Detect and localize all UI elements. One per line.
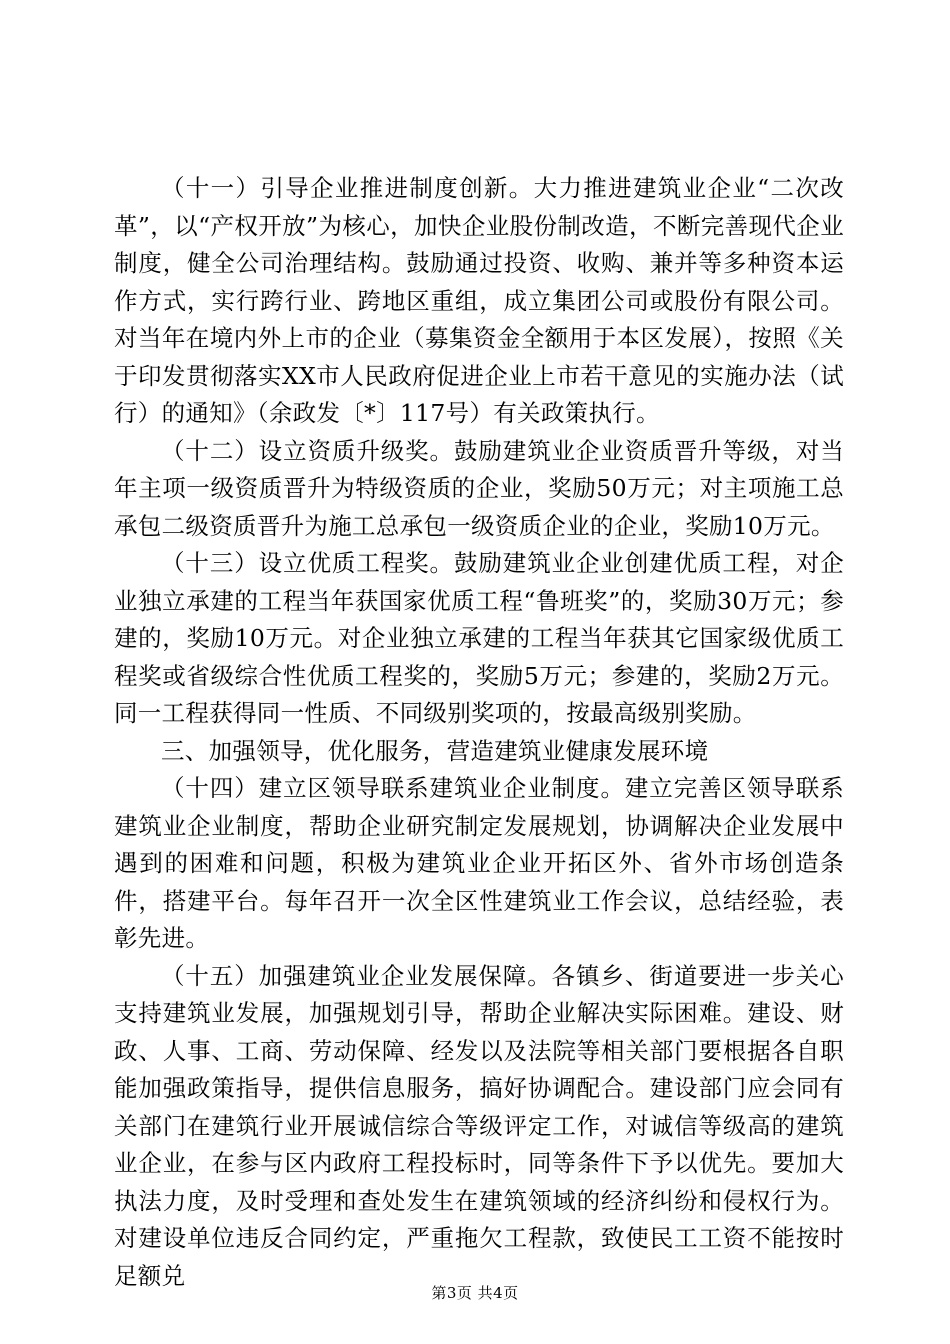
paragraph-section-12: （十二）设立资质升级奖。鼓励建筑业企业资质晋升等级，对当年主项一级资质晋升为特级资质的企业，奖励50万元；对主项施工总承包二级资质晋升为施工总承包一级资质企业的企业，奖励10万元。 [114,436,844,540]
section-heading-3: 三、加强领导，优化服务，营造建筑业健康发展环境 [161,736,709,765]
paragraph-section-15: （十五）加强建筑业企业发展保障。各镇乡、街道要进一步关心支持建筑业发展，加强规划引导，帮助企业解决实际困难。建设、财政、人事、工商、劳动保障、经发以及法院等相关部门要根据各自职能加强政策指导，提供信息服务，搞好协调配合。建设部门应会同有关部门在建筑行业开展诚信综合等级评定工作，对诚信等级高的建筑业企业，在参与区内政府工程投标时，同等条件下予以优先。要加大执法力度，及时受理和查处发生在建筑领域的经济纠纷和侵权行为。对建设单位违反合同约定，严重拖欠工程款，致使民工工资不能按时足额兑 [114,961,844,1290]
paragraph-section-11: （十一）引导企业推进制度创新。大力推进建筑业企业“二次改革”，以“产权开放”为核心，加快企业股份制改造，不断完善现代企业制度，健全公司治理结构。鼓励通过投资、收购、兼并等多种资本运作方式，实行跨行业、跨地区重组，成立集团公司或股份有限公司。对当年在境内外上市的企业（募集资金全额用于本区发展），按照《关于印发贯彻落实XX市人民政府促进企业上市若干意见的实施办法（试行）的通知》（余政发〔*〕117号）有关政策执行。 [114,174,844,427]
page-footer: 第3页 共4页 [431,1284,519,1302]
document-body [114,170,844,1295]
paragraph-section-14: （十四）建立区领导联系建筑业企业制度。建立完善区领导联系建筑业企业制度，帮助企业研究制定发展规划，协调解决企业发展中遇到的困难和问题，积极为建筑业企业开拓区外、省外市场创造条件，搭建平台。每年召开一次全区性建筑业工作会议，总结经验，表彰先进。 [114,774,844,952]
paragraph-section-13: （十三）设立优质工程奖。鼓励建筑业企业创建优质工程，对企业独立承建的工程当年获国家优质工程“鲁班奖”的，奖励30万元；参建的，奖励10万元。对企业独立承建的工程当年获其它国家级优质工程奖或省级综合性优质工程奖的，奖励5万元；参建的，奖励2万元。同一工程获得同一性质、不同级别奖项的，按最高级别奖励。 [114,549,844,727]
